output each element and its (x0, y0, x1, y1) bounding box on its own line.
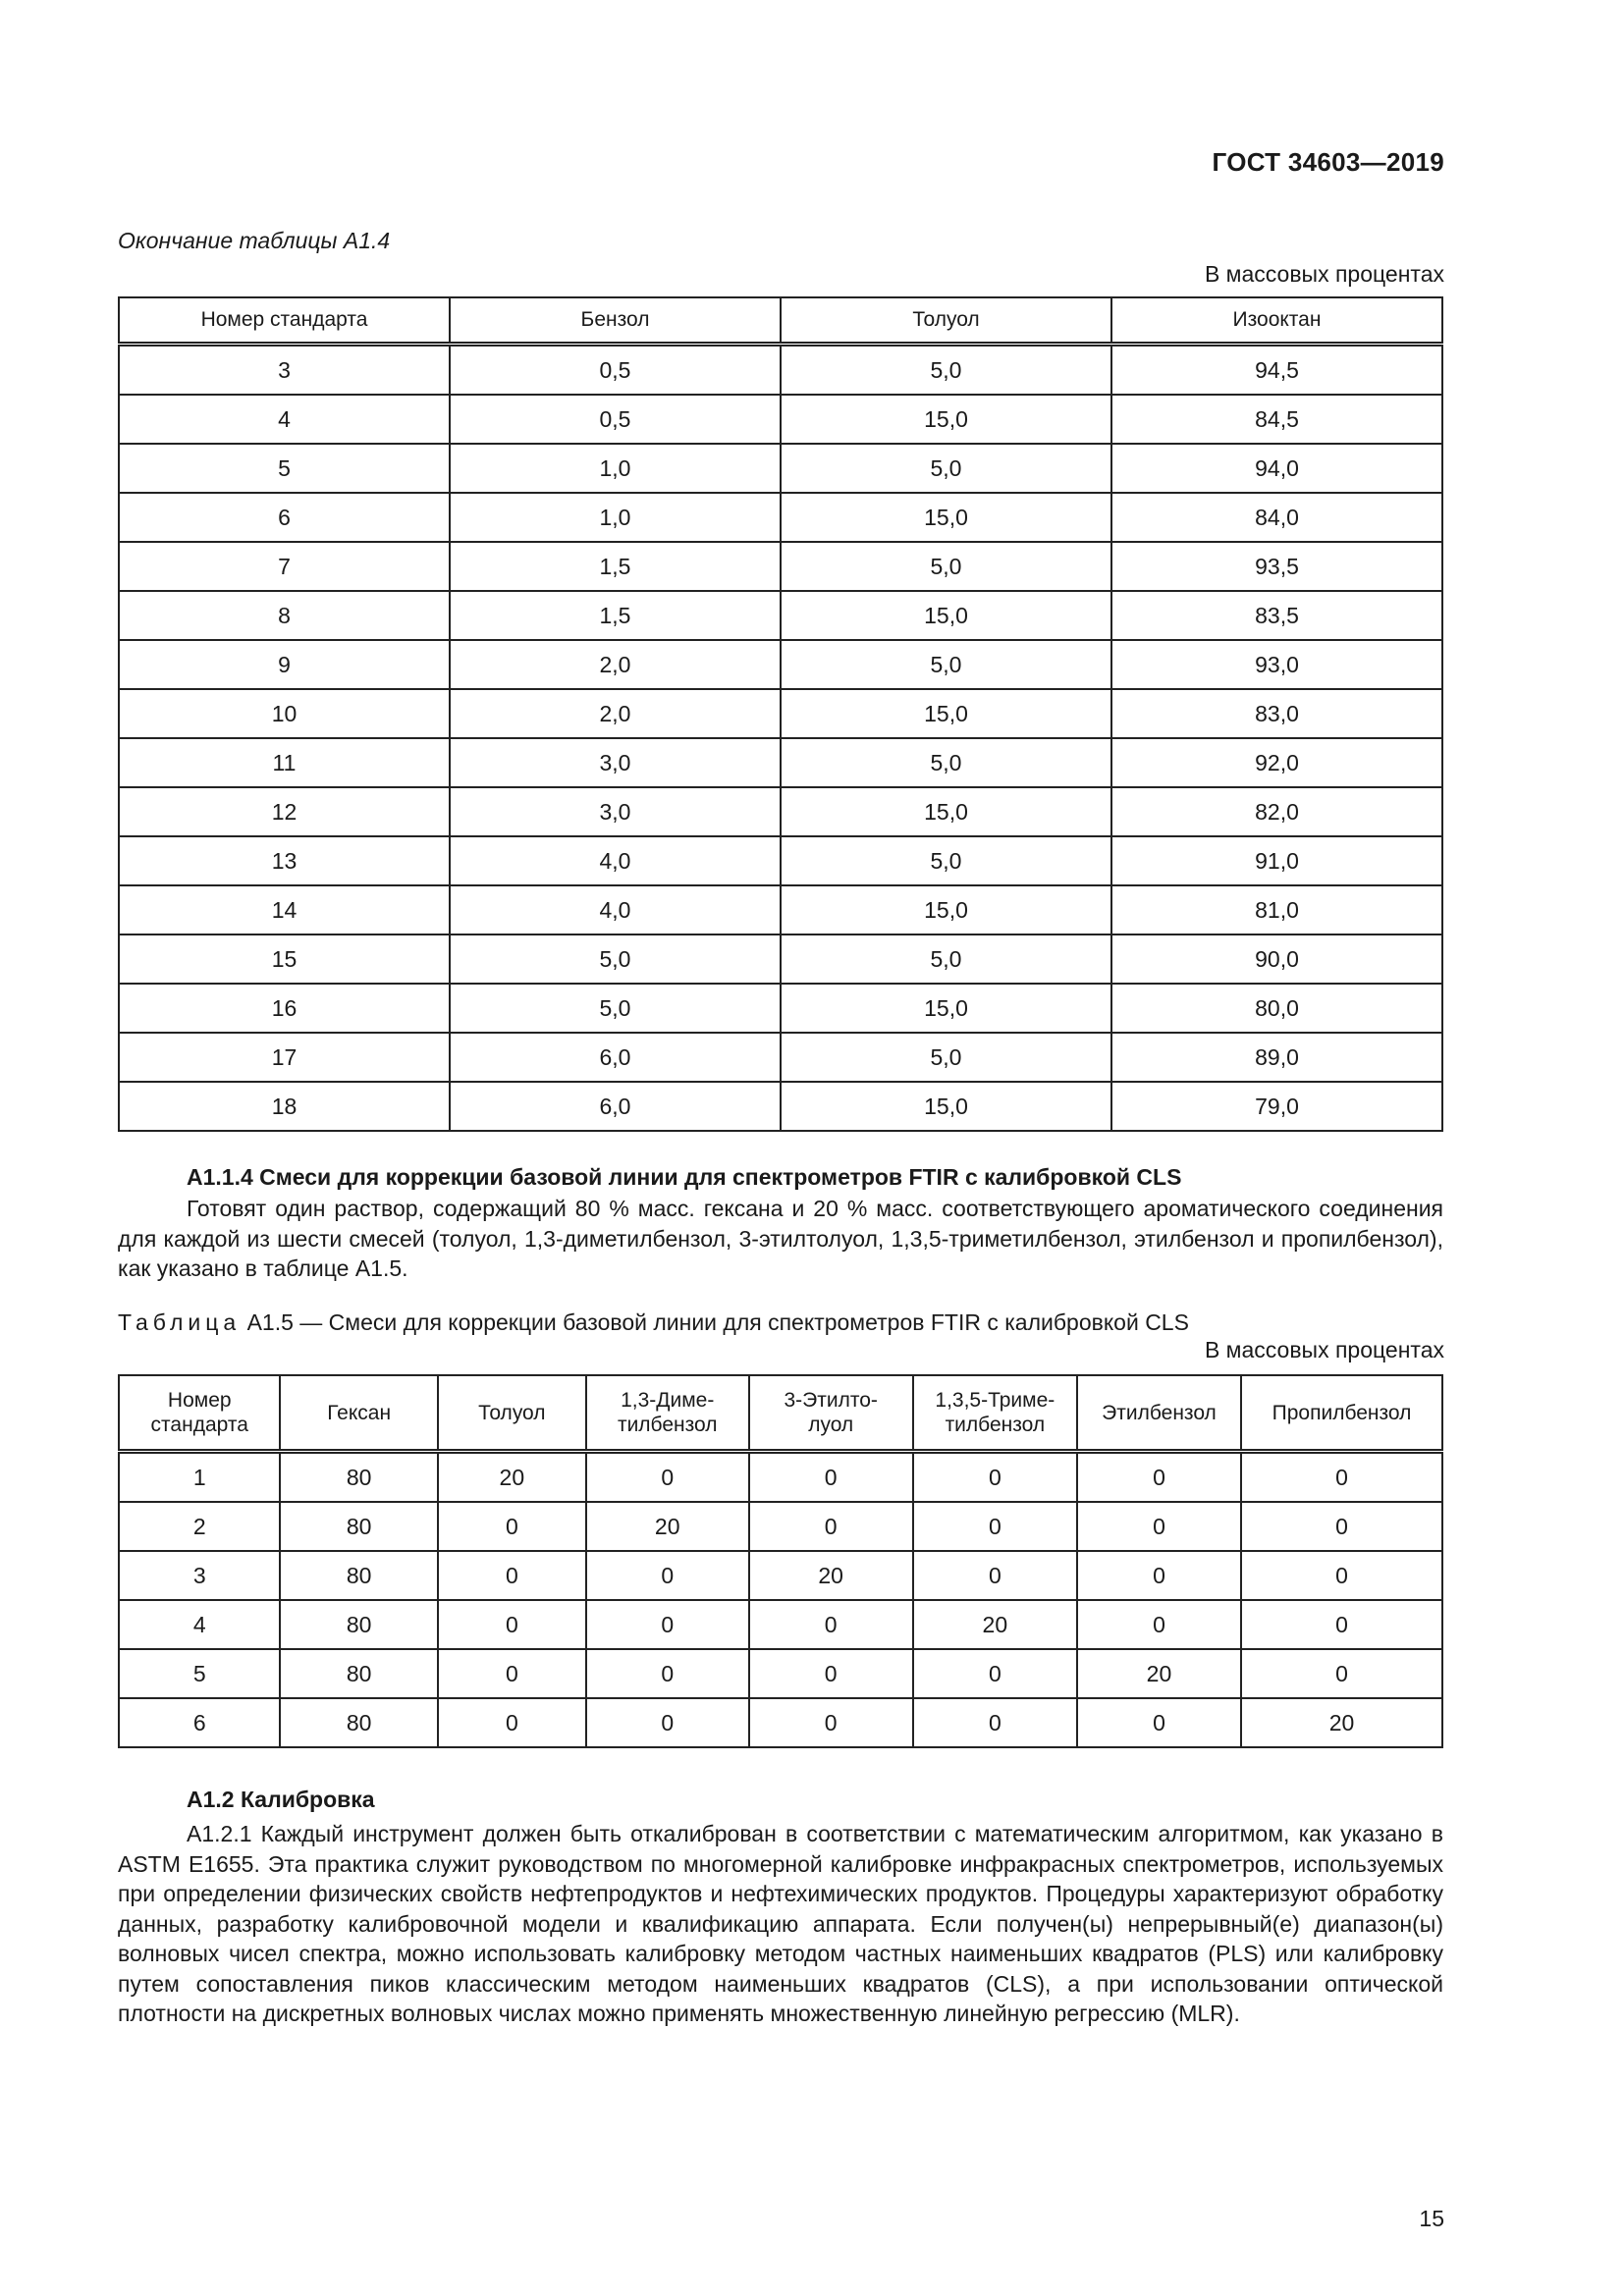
column-header: Номер стандарта (119, 297, 450, 345)
table-cell: 93,0 (1111, 640, 1442, 689)
table-cell: 79,0 (1111, 1082, 1442, 1131)
table-cell: 0 (1241, 1600, 1442, 1649)
column-header: Бензол (450, 297, 781, 345)
paragraph-a1-1-4 (118, 1194, 1443, 1284)
table-cell: 0 (1077, 1502, 1241, 1551)
table-cell: 1,0 (450, 493, 781, 542)
table-cell: 83,5 (1111, 591, 1442, 640)
table-cell: 15,0 (781, 885, 1111, 934)
table-cell: 0 (749, 1698, 913, 1747)
table-cell: 0,5 (450, 395, 781, 444)
table-cell: 20 (586, 1502, 749, 1551)
table-cell: 6,0 (450, 1033, 781, 1082)
table-row (119, 591, 1442, 640)
page-number: 15 (1419, 2206, 1444, 2231)
column-header: Этилбензол (1077, 1375, 1241, 1452)
table-cell: 90,0 (1111, 934, 1442, 984)
table-row (119, 640, 1442, 689)
table-cell: 10 (119, 689, 450, 738)
table-cell: 0 (913, 1502, 1077, 1551)
table-cell: 4 (119, 395, 450, 444)
table-a1-5 (118, 1374, 1443, 1748)
table-cell: 0 (1241, 1452, 1442, 1503)
paragraph-a1-2-1 (118, 1819, 1443, 2029)
table-cell: 1,5 (450, 542, 781, 591)
table-row (119, 934, 1442, 984)
table-cell: 0 (913, 1551, 1077, 1600)
table-cell: 0 (1241, 1502, 1442, 1551)
table-cell: 15,0 (781, 1082, 1111, 1131)
table-cell: 6 (119, 493, 450, 542)
table-row (119, 689, 1442, 738)
section-heading-a1-1-4: А1.1.4 Смеси для коррекции базовой линии для спектрометров FTIR с калибровкой CLS (187, 1164, 1182, 1190)
standard-code: ГОСТ 34603—2019 (1212, 147, 1444, 177)
table-cell: 0,5 (450, 345, 781, 396)
table-row (119, 345, 1442, 396)
table-cell: 6,0 (450, 1082, 781, 1131)
table-cell: 0 (438, 1600, 586, 1649)
table-cell: 0 (586, 1452, 749, 1503)
table-row (119, 787, 1442, 836)
table-cell: 5,0 (781, 345, 1111, 396)
table-cell: 80 (280, 1551, 437, 1600)
table-row (119, 542, 1442, 591)
column-header: Изооктан (1111, 297, 1442, 345)
table-cell: 5,0 (450, 934, 781, 984)
table-cell: 3 (119, 345, 450, 396)
table-cell: 5,0 (781, 640, 1111, 689)
table-cell: 18 (119, 1082, 450, 1131)
table-cell: 4,0 (450, 836, 781, 885)
table-cell: 0 (749, 1600, 913, 1649)
table-cell: 2,0 (450, 640, 781, 689)
table-cell: 9 (119, 640, 450, 689)
table-row (119, 1698, 1442, 1747)
paragraph-text: Готовят один раствор, содержащий 80 % масс. гексана и 20 % масс. соответствующего ароматического соединения для каждой из шести смесей (толуол, 1,3-диметилбензол, 3-этилтолуол, 1,3,5-триметилбензол, этилбензол и пропилбензол), как указано в таблице А1.5. (118, 1196, 1443, 1281)
table-cell: 8 (119, 591, 450, 640)
table-cell: 89,0 (1111, 1033, 1442, 1082)
table-cell: 0 (438, 1502, 586, 1551)
table-cell: 80 (280, 1502, 437, 1551)
table-cell: 5,0 (781, 738, 1111, 787)
table-cell: 93,5 (1111, 542, 1442, 591)
table-cell: 1,0 (450, 444, 781, 493)
table-title-a1-5 (118, 1309, 1189, 1336)
table-cell: 0 (586, 1600, 749, 1649)
table-cell: 20 (749, 1551, 913, 1600)
table-cell: 2 (119, 1502, 280, 1551)
table-cell: 82,0 (1111, 787, 1442, 836)
column-header: Толуол (781, 297, 1111, 345)
table-cell: 0 (749, 1502, 913, 1551)
table-cell: 20 (913, 1600, 1077, 1649)
table-cell: 20 (1241, 1698, 1442, 1747)
table-cell: 0 (1077, 1600, 1241, 1649)
column-header: 1,3-Диме- тилбензол (586, 1375, 749, 1452)
table-cell: 20 (1077, 1649, 1241, 1698)
table-cell: 15,0 (781, 787, 1111, 836)
table-row (119, 1033, 1442, 1082)
table-cell: 15,0 (781, 689, 1111, 738)
table-cell: 5,0 (781, 542, 1111, 591)
table-cell: 80 (280, 1452, 437, 1503)
table-cell: 15 (119, 934, 450, 984)
table-cell: 7 (119, 542, 450, 591)
table-cell: 94,0 (1111, 444, 1442, 493)
table-cell: 80 (280, 1649, 437, 1698)
table-cell: 80 (280, 1600, 437, 1649)
table-title-prefix: Таблица (118, 1309, 242, 1335)
table-cell: 5,0 (781, 1033, 1111, 1082)
table-cell: 15,0 (781, 493, 1111, 542)
paragraph-text: А1.2.1 Каждый инструмент должен быть откалиброван в соответствии с математическим алгоритмом, как указано в ASTM E1655. Эта практика служит руководством по многомерной калибровке инфракрасных спектрометров, используемых при определении физических свойств нефтепродуктов и нефтехимических продуктов. Процедуры характеризуют обработку данных, разработку калибровочной модели и квалификацию аппарата. Если получен(ы) непрерывный(е) диапазон(ы) волновых чисел спектра, можно использовать калибровку методом частных наименьших квадратов (PLS) или калибровку путем сопоставления пиков классическим методом наименьших квадратов (CLS), а при использовании оптической плотности на дискретных волновых числах можно применять множественную линейную регрессию (MLR). (118, 1821, 1443, 2026)
table-cell: 5 (119, 1649, 280, 1698)
table-cell: 15,0 (781, 395, 1111, 444)
table-cell: 91,0 (1111, 836, 1442, 885)
table-row (119, 1551, 1442, 1600)
table-cell: 5,0 (450, 984, 781, 1033)
table-cell: 5 (119, 444, 450, 493)
table-cell: 2,0 (450, 689, 781, 738)
table-cell: 80,0 (1111, 984, 1442, 1033)
table-cell: 13 (119, 836, 450, 885)
table-row (119, 493, 1442, 542)
table-cell: 16 (119, 984, 450, 1033)
table-row (119, 1600, 1442, 1649)
table-cell: 5,0 (781, 444, 1111, 493)
table-cell: 20 (438, 1452, 586, 1503)
table-cell: 5,0 (781, 836, 1111, 885)
table-row (119, 836, 1442, 885)
table-cell: 0 (913, 1649, 1077, 1698)
table-cell: 12 (119, 787, 450, 836)
table-continuation-caption: Окончание таблицы А1.4 (118, 228, 391, 253)
column-header: 1,3,5-Триме- тилбензол (913, 1375, 1077, 1452)
table-row (119, 1502, 1442, 1551)
column-header: Толуол (438, 1375, 586, 1452)
table-cell: 6 (119, 1698, 280, 1747)
column-header: 3-Этилто- луол (749, 1375, 913, 1452)
table-cell: 0 (1241, 1649, 1442, 1698)
table-cell: 84,0 (1111, 493, 1442, 542)
table-cell: 84,5 (1111, 395, 1442, 444)
table-header-row (119, 1375, 1442, 1452)
table-cell: 83,0 (1111, 689, 1442, 738)
table-title-text: А1.5 — Смеси для коррекции базовой линии для спектрометров FTIR с калибровкой CLS (246, 1309, 1189, 1335)
column-header: Гексан (280, 1375, 437, 1452)
table-cell: 4,0 (450, 885, 781, 934)
table-cell: 0 (586, 1551, 749, 1600)
table-header-row (119, 297, 1442, 345)
table-cell: 14 (119, 885, 450, 934)
table-cell: 15,0 (781, 591, 1111, 640)
table-body (119, 1452, 1442, 1748)
table-cell: 1,5 (450, 591, 781, 640)
table-cell: 3,0 (450, 787, 781, 836)
table-row (119, 1452, 1442, 1503)
table-cell: 0 (1077, 1698, 1241, 1747)
table-cell: 0 (586, 1698, 749, 1747)
table-row (119, 444, 1442, 493)
table-cell: 3,0 (450, 738, 781, 787)
column-header: Номер стандарта (119, 1375, 280, 1452)
table-cell: 0 (913, 1698, 1077, 1747)
table-cell: 17 (119, 1033, 450, 1082)
table-units-label: В массовых процентах (1204, 261, 1444, 287)
table-cell: 0 (1241, 1551, 1442, 1600)
table-cell: 15,0 (781, 984, 1111, 1033)
table-cell: 0 (438, 1551, 586, 1600)
table-cell: 0 (913, 1452, 1077, 1503)
table-row (119, 984, 1442, 1033)
table-units-label: В массовых процентах (1204, 1337, 1444, 1362)
table-cell: 0 (1077, 1551, 1241, 1600)
table-cell: 4 (119, 1600, 280, 1649)
table-cell: 92,0 (1111, 738, 1442, 787)
column-header: Пропилбензол (1241, 1375, 1442, 1452)
table-cell: 0 (438, 1698, 586, 1747)
table-cell: 3 (119, 1551, 280, 1600)
table-row (119, 395, 1442, 444)
table-cell: 0 (586, 1649, 749, 1698)
table-cell: 0 (749, 1452, 913, 1503)
table-cell: 0 (438, 1649, 586, 1698)
table-cell: 94,5 (1111, 345, 1442, 396)
table-cell: 1 (119, 1452, 280, 1503)
table-row (119, 1082, 1442, 1131)
table-cell: 80 (280, 1698, 437, 1747)
table-a1-4-end (118, 296, 1443, 1132)
table-cell: 11 (119, 738, 450, 787)
table-cell: 5,0 (781, 934, 1111, 984)
table-body (119, 345, 1442, 1132)
table-row (119, 1649, 1442, 1698)
table-row (119, 738, 1442, 787)
table-row (119, 885, 1442, 934)
section-heading-a1-2: А1.2 Калибровка (187, 1787, 375, 1812)
table-cell: 0 (749, 1649, 913, 1698)
table-cell: 0 (1077, 1452, 1241, 1503)
table-cell: 81,0 (1111, 885, 1442, 934)
